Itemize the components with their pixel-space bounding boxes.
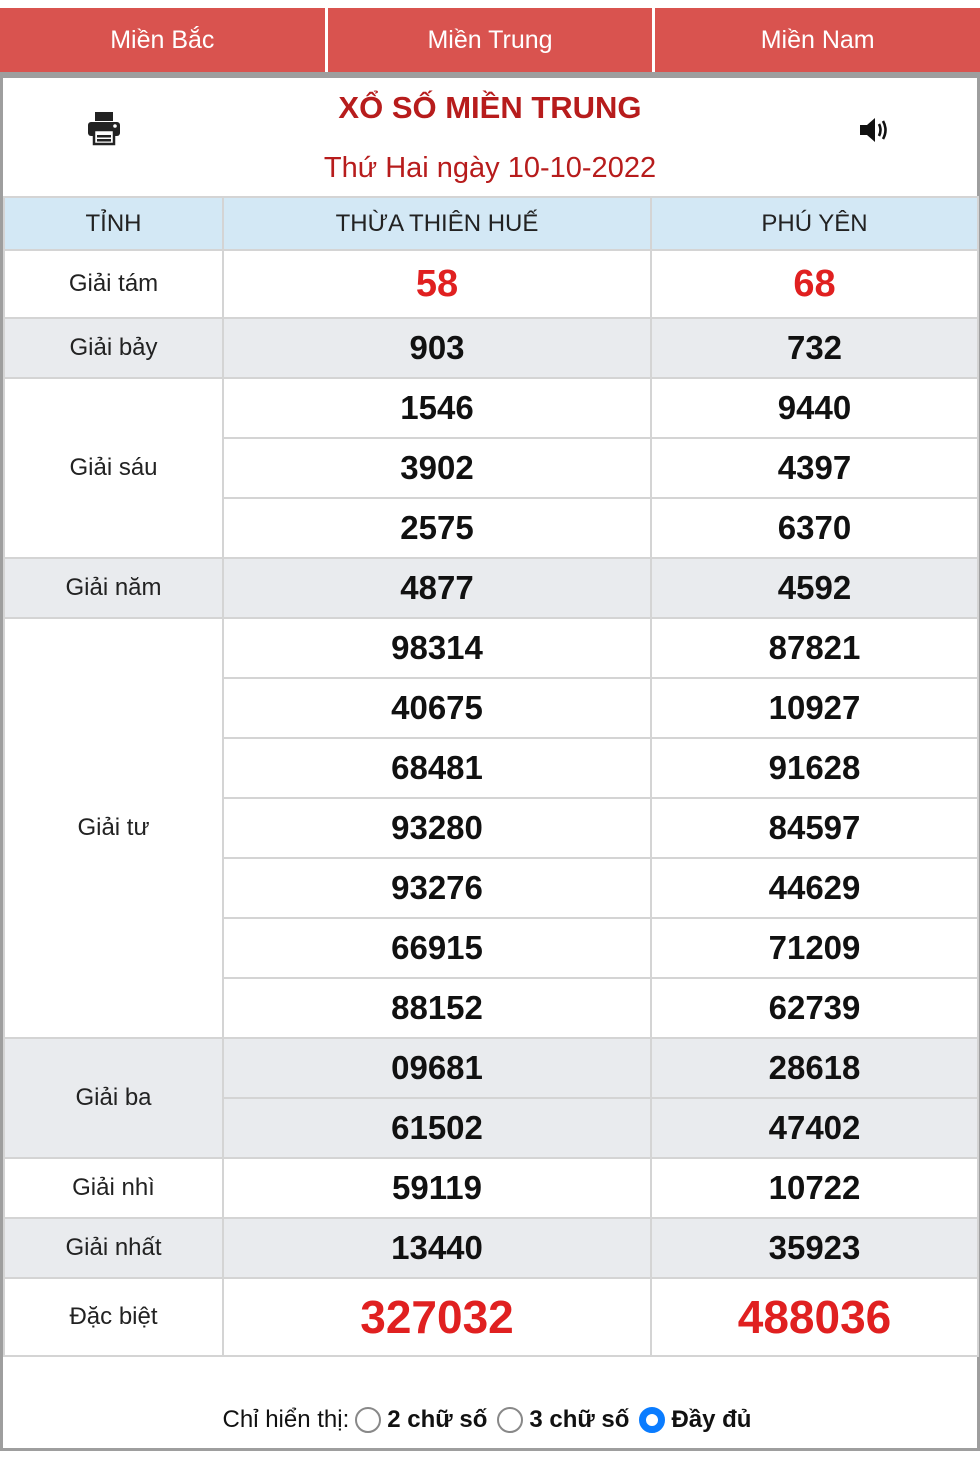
display-filter: [0, 1398, 980, 1442]
result-number: 6370: [651, 498, 978, 558]
result-number: 10927: [651, 678, 978, 738]
result-number: 59119: [223, 1158, 651, 1218]
result-number: 40675: [223, 678, 651, 738]
speaker-icon[interactable]: [858, 114, 892, 146]
result-number: 903: [223, 318, 651, 378]
prize-label-giai-nhat: Giải nhất: [4, 1218, 223, 1278]
result-number: 1546: [223, 378, 651, 438]
result-number: 93276: [223, 858, 651, 918]
table-row: [4, 1278, 978, 1356]
table-row: [4, 250, 978, 318]
table-row: [4, 618, 978, 678]
result-number: 62739: [651, 978, 978, 1038]
tab-mien-nam[interactable]: Miền Nam: [655, 8, 980, 72]
result-number: 09681: [223, 1038, 651, 1098]
prize-label-giai-ba: Giải ba: [4, 1038, 223, 1158]
result-number: 68481: [223, 738, 651, 798]
result-number: 35923: [651, 1218, 978, 1278]
col-header-phu-yen: PHÚ YÊN: [651, 197, 978, 250]
col-header-tinh: TỈNH: [4, 197, 223, 250]
result-number: 98314: [223, 618, 651, 678]
result-number: 66915: [223, 918, 651, 978]
option-2-digits[interactable]: 2 chữ số: [387, 1406, 488, 1433]
prize-label-giai-bay: Giải bảy: [4, 318, 223, 378]
prize-label-giai-nam: Giải năm: [4, 558, 223, 618]
result-number: 2575: [223, 498, 651, 558]
result-number: 47402: [651, 1098, 978, 1158]
result-number: 4397: [651, 438, 978, 498]
result-number: 9440: [651, 378, 978, 438]
result-number: 61502: [223, 1098, 651, 1158]
filter-label: Chỉ hiển thị:: [222, 1406, 350, 1433]
result-number: 13440: [223, 1218, 651, 1278]
prize-label-dac-biet: Đặc biệt: [4, 1278, 223, 1356]
table-row: [4, 558, 978, 618]
radio-2-digits[interactable]: [355, 1407, 381, 1433]
option-full[interactable]: Đầy đủ: [671, 1406, 752, 1433]
results-table: [3, 196, 979, 1357]
table-row: [4, 1158, 978, 1218]
result-number: 93280: [223, 798, 651, 858]
result-number: 10722: [651, 1158, 978, 1218]
result-number: 4592: [651, 558, 978, 618]
result-number: 58: [223, 250, 651, 318]
region-tabs: [0, 8, 980, 72]
result-number: 44629: [651, 858, 978, 918]
special-prize-number: 488036: [651, 1278, 978, 1356]
radio-full[interactable]: [639, 1407, 665, 1433]
result-number: 4877: [223, 558, 651, 618]
prize-label-giai-tu: Giải tư: [4, 618, 223, 1038]
special-prize-number: 327032: [223, 1278, 651, 1356]
prize-label-giai-sau: Giải sáu: [4, 378, 223, 558]
result-number: 84597: [651, 798, 978, 858]
option-3-digits[interactable]: 3 chữ số: [529, 1406, 630, 1433]
col-header-thua-thien-hue: THỪA THIÊN HUẾ: [223, 197, 651, 250]
table-row: [4, 378, 978, 438]
prize-label-giai-nhi: Giải nhì: [4, 1158, 223, 1218]
result-number: 71209: [651, 918, 978, 978]
draw-date: Thứ Hai ngày 10-10-2022: [323, 152, 657, 184]
result-number: 28618: [651, 1038, 978, 1098]
prize-label-giai-tam: Giải tám: [4, 250, 223, 318]
result-number: 91628: [651, 738, 978, 798]
result-number: 88152: [223, 978, 651, 1038]
table-row: [4, 1218, 978, 1278]
result-number: 3902: [223, 438, 651, 498]
result-number: 68: [651, 250, 978, 318]
table-row: [4, 318, 978, 378]
page-title: XỔ SỐ MIỀN TRUNG: [338, 90, 642, 125]
tab-mien-trung[interactable]: Miền Trung: [328, 8, 656, 72]
result-number: 87821: [651, 618, 978, 678]
tab-mien-bac[interactable]: Miền Bắc: [0, 8, 328, 72]
radio-3-digits[interactable]: [497, 1407, 523, 1433]
result-number: 732: [651, 318, 978, 378]
table-row: [4, 1038, 978, 1098]
